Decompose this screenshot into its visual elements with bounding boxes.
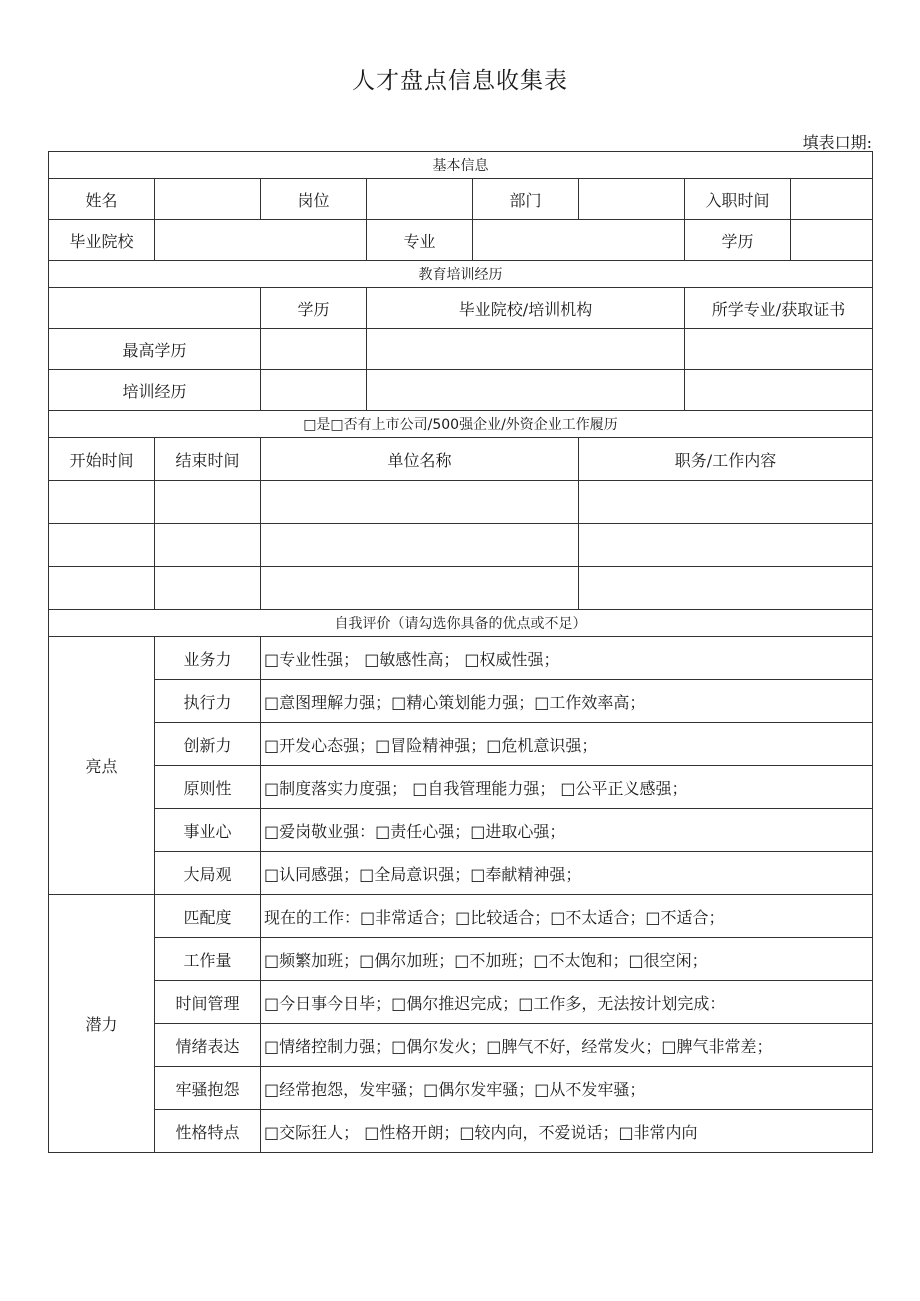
eval-options[interactable]: □认同感强；□全局意识强；□奉献精神强；	[261, 852, 873, 895]
work-company-input[interactable]	[261, 567, 579, 610]
highlights-group-label: 亮点	[49, 637, 155, 895]
eval-row-label: 情绪表达	[155, 1024, 261, 1067]
section-work-history[interactable]: □是□否有上市公司/500强企业/外资企业工作履历	[49, 411, 873, 438]
edu-col-school: 毕业院校/培训机构	[367, 288, 685, 329]
work-col-start: 开始时间	[49, 438, 155, 481]
potential-group-label: 潜力	[49, 895, 155, 1153]
eval-row-label: 创新力	[155, 723, 261, 766]
school-input[interactable]	[155, 220, 367, 261]
training-certificate-input[interactable]	[685, 370, 873, 411]
work-duty-input[interactable]	[579, 524, 873, 567]
edu-col-degree: 学历	[261, 288, 367, 329]
eval-options[interactable]: □经常抱怨，发牢骚；□偶尔发牢骚；□从不发牢骚；	[261, 1067, 873, 1110]
name-label: 姓名	[49, 179, 155, 220]
department-label: 部门	[473, 179, 579, 220]
name-input[interactable]	[155, 179, 261, 220]
work-company-input[interactable]	[261, 524, 579, 567]
major-input[interactable]	[473, 220, 685, 261]
highest-major-input[interactable]	[685, 329, 873, 370]
eval-row-label: 匹配度	[155, 895, 261, 938]
work-duty-input[interactable]	[579, 481, 873, 524]
eval-options[interactable]: □意图理解力强；□精心策划能力强；□工作效率高；	[261, 680, 873, 723]
eval-row-label: 牢骚抱怨	[155, 1067, 261, 1110]
section-basic-info: 基本信息	[49, 152, 873, 179]
work-duty-input[interactable]	[579, 567, 873, 610]
eval-options[interactable]: □频繁加班；□偶尔加班；□不加班；□不太饱和；□很空闲；	[261, 938, 873, 981]
work-end-input[interactable]	[155, 567, 261, 610]
eval-row-label: 原则性	[155, 766, 261, 809]
eval-row-label: 业务力	[155, 637, 261, 680]
department-input[interactable]	[579, 179, 685, 220]
edu-col-major: 所学专业/获取证书	[685, 288, 873, 329]
eval-row-label: 大局观	[155, 852, 261, 895]
work-end-input[interactable]	[155, 524, 261, 567]
entry-date-input[interactable]	[791, 179, 873, 220]
edu-row-highest: 最高学历	[49, 329, 261, 370]
work-start-input[interactable]	[49, 567, 155, 610]
position-label: 岗位	[261, 179, 367, 220]
fill-date-label: 填表口期:	[802, 133, 872, 152]
edu-header-blank	[49, 288, 261, 329]
eval-options[interactable]: □专业性强； □敏感性高； □权威性强；	[261, 637, 873, 680]
work-end-input[interactable]	[155, 481, 261, 524]
work-col-duty: 职务/工作内容	[579, 438, 873, 481]
eval-row-label: 事业心	[155, 809, 261, 852]
work-start-input[interactable]	[49, 524, 155, 567]
training-institution-input[interactable]	[367, 370, 685, 411]
work-start-input[interactable]	[49, 481, 155, 524]
work-col-end: 结束时间	[155, 438, 261, 481]
talent-inventory-form	[48, 151, 873, 1153]
highest-degree-input[interactable]	[261, 329, 367, 370]
eval-options[interactable]: 现在的工作：□非常适合；□比较适合；□不太适合；□不适合；	[261, 895, 873, 938]
eval-row-label: 执行力	[155, 680, 261, 723]
eval-options[interactable]: □爱岗敬业强：□责任心强；□进取心强；	[261, 809, 873, 852]
degree-input[interactable]	[791, 220, 873, 261]
eval-options[interactable]: □今日事今日毕；□偶尔推迟完成；□工作多，无法按计划完成：	[261, 981, 873, 1024]
degree-label: 学历	[685, 220, 791, 261]
position-input[interactable]	[367, 179, 473, 220]
highest-school-input[interactable]	[367, 329, 685, 370]
eval-options[interactable]: □制度落实力度强； □自我管理能力强； □公平正义感强；	[261, 766, 873, 809]
school-label: 毕业院校	[49, 220, 155, 261]
work-col-company: 单位名称	[261, 438, 579, 481]
form-title: 人才盘点信息收集表	[352, 68, 568, 94]
section-education: 教育培训经历	[49, 261, 873, 288]
eval-row-label: 工作量	[155, 938, 261, 981]
major-label: 专业	[367, 220, 473, 261]
edu-row-training: 培训经历	[49, 370, 261, 411]
eval-options[interactable]: □交际狂人； □性格开朗；□较内向，不爱说话；□非常内向	[261, 1110, 873, 1153]
eval-row-label: 时间管理	[155, 981, 261, 1024]
eval-row-label: 性格特点	[155, 1110, 261, 1153]
work-company-input[interactable]	[261, 481, 579, 524]
eval-options[interactable]: □情绪控制力强；□偶尔发火；□脾气不好，经常发火；□脾气非常差；	[261, 1024, 873, 1067]
eval-options[interactable]: □开发心态强；□冒险精神强；□危机意识强；	[261, 723, 873, 766]
section-self-evaluation: 自我评价（请勾选你具备的优点或不足）	[49, 610, 873, 637]
entry-date-label: 入职时间	[685, 179, 791, 220]
training-degree-input[interactable]	[261, 370, 367, 411]
